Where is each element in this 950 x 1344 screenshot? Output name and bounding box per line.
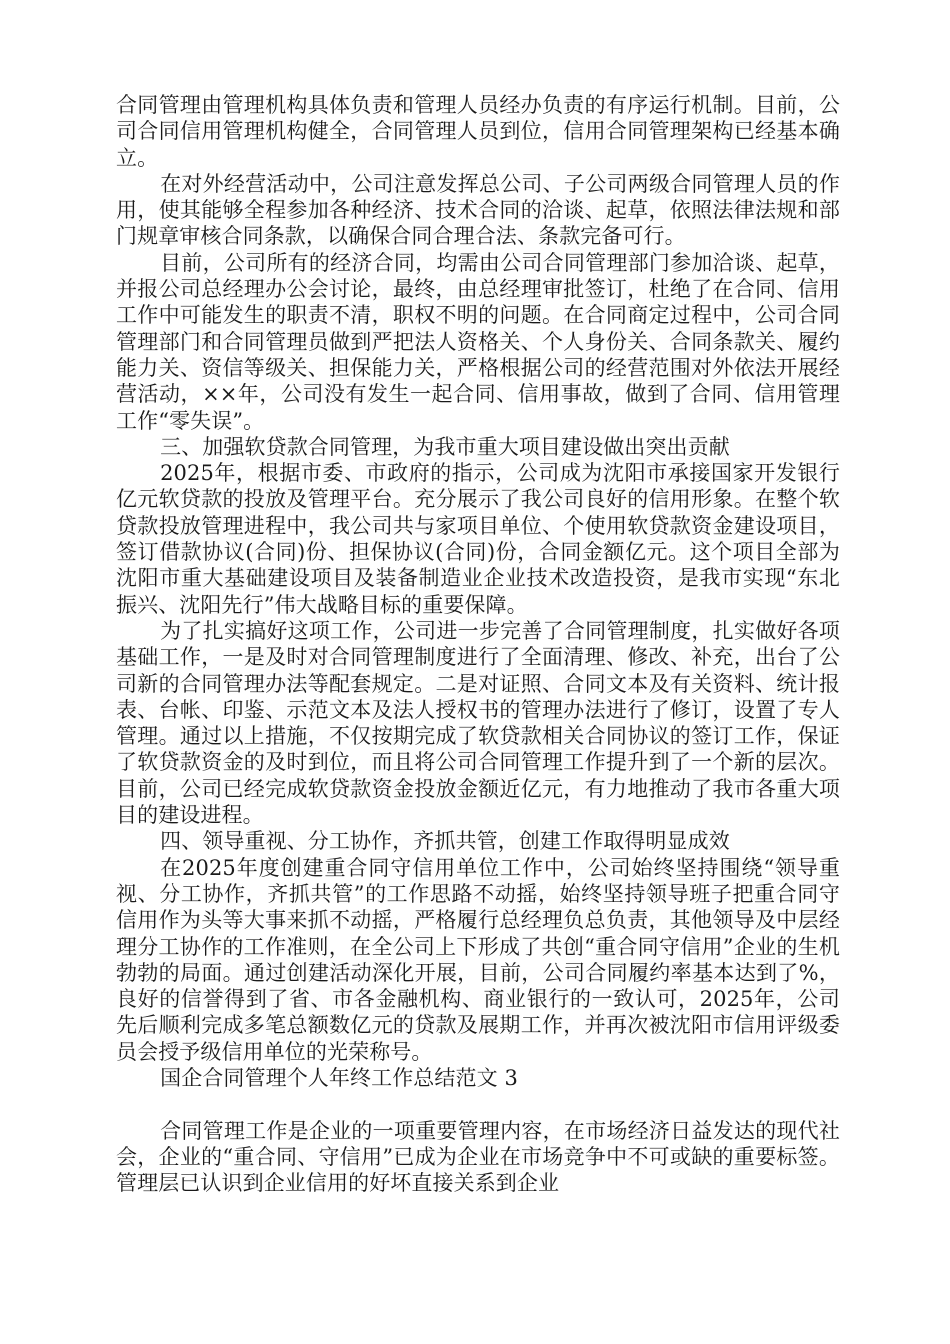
body-paragraph: 为了扎实搞好这项工作，公司进一步完善了合同管理制度，扎实做好各项基础工作，一是及时对合同管理制度进行了全面清理、修改、补充，出台了公司新的合同管理办法等配套规定。二是对证照、合同文本及有关资料、统计报表、台帐、印鉴、示范文本及法人授权书的管理办法进行了修订，设置了专人管理。通过以上措施，不仅按期完成了软贷款相关合同协议的签订工作，保证了软贷款资金的及时到位，而且将公司合同管理工作提升到了一个新的层次。目前，公司已经完成软贷款资金投放金额近亿元，有力地推动了我市各重大项目的建设进程。 — [116, 618, 840, 828]
body-paragraph: 合同管理工作是企业的一项重要管理内容，在市场经济日益发达的现代社会，企业的“重合同、守信用”已成为企业在市场竞争中不可或缺的重要标签。管理层已认识到企业信用的好坏直接关系到企业 — [116, 1118, 840, 1196]
body-paragraph: 在2025年度创建重合同守信用单位工作中，公司始终坚持围绕“领导重视、分工协作，齐抓共管”的工作思路不动摇，始终坚持领导班子把重合同守信用作为头等大事来抓不动摇，严格履行总经理负总负责，其他领导及中层经理分工协作的工作准则，在全公司上下形成了共创“重合同守信用”企业的生机勃勃的局面。通过创建活动深化开展，目前，公司合同履约率基本达到了%，良好的信誉得到了省、市各金融机构、商业银行的一致认可，2025年，公司先后顺利完成多笔总额数亿元的贷款及展期工作，并再次被沈阳市信用评级委员会授予级信用单位的光荣称号。 — [116, 855, 840, 1064]
section-heading-3: 三、加强软贷款合同管理，为我市重大项目建设做出突出贡献 — [160, 434, 730, 459]
body-paragraph: 在对外经营活动中，公司注意发挥总公司、子公司两级合同管理人员的作用，使其能够全程参加各种经济、技术合同的洽谈、起草，依照法律法规和部门规章审核合同条款，以确保合同合理合法、条款完备可行。 — [116, 171, 840, 249]
body-paragraph: 合同管理由管理机构具体负责和管理人员经办负责的有序运行机制。目前，公司合同信用管理机构健全，合同管理人员到位，信用合同管理架构已经基本确立。 — [116, 93, 840, 170]
body-paragraph: 2025年，根据市委、市政府的指示，公司成为沈阳市承接国家开发银行亿元软贷款的投放及管理平台。充分展示了我公司良好的信用形象。在整个软贷款投放管理进程中，我公司共与家项目单位、个使用软贷款资金建设项目，签订借款协议(合同)份、担保协议(合同)份，合同金额亿元。这个项目全部为沈阳市重大基础建设项目及装备制造业企业技术改造投资，是我市实现“东北振兴、沈阳先行”伟大战略目标的重要保障。 — [116, 461, 840, 617]
document-page — [116, 92, 840, 1196]
article-title: 国企合同管理个人年终工作总结范文 3 — [160, 1065, 518, 1090]
body-paragraph: 目前，公司所有的经济合同，均需由公司合同管理部门参加洽谈、起草，并报公司总经理办公会讨论，最终，由总经理审批签订，杜绝了在合同、信用工作中可能发生的职责不清，职权不明的问题。在合同商定过程中，公司合同管理部门和合同管理员做到严把法人资格关、个人身份关、合同条款关、履约能力关、资信等级关、担保能力关，严格根据公司的经营范围对外依法开展经营活动，××年，公司没有发生一起合同、信用事故，做到了合同、信用管理工作“零失误”。 — [116, 250, 840, 433]
section-heading-4: 四、领导重视、分工协作，齐抓共管，创建工作取得明显成效 — [160, 829, 730, 854]
blank-line — [116, 1091, 840, 1117]
